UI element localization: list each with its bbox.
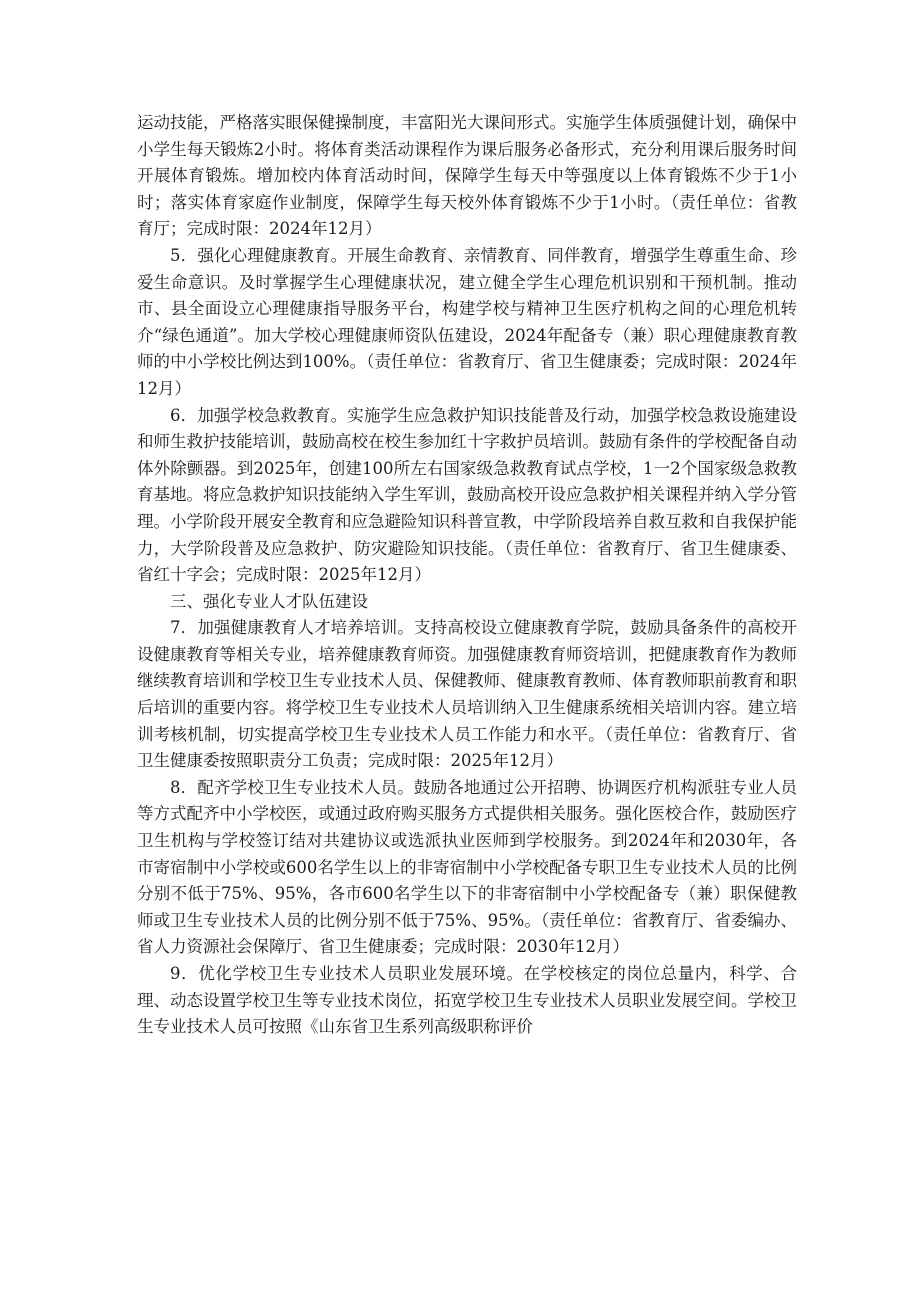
section-heading-3: 三、强化专业人才队伍建设 — [170, 591, 368, 611]
paragraph-continued-physical-education: 运动技能，严格落实眼保健操制度，丰富阳光大课间形式。实施学生体质强健计划，确保中小学生每天锻炼2小时。将体育类活动课程作为课后服务必备形式，充分利用课后服务时间开展体育锻炼。增加校内体育活动时间，保障学生每天中等强度以上体育锻炼不少于1小时；落实体育家庭作业制度，保障学生每天校外体育锻炼不少于1小时。（责任单位：省教育厅；完成时限：2024年12月） — [137, 113, 797, 239]
paragraph-item-6-first-aid: 6．加强学校急救教育。实施学生应急救护知识技能普及行动，加强学校急救设施建设和师生救护技能培训，鼓励高校在校生参加红十字救护员培训。鼓励有条件的学校配备自动体外除颤器。到2025年，创建100所左右国家级急救教育试点学校，1一2个国家级急救教育基地。将应急救护知识技能纳入学生军训，鼓励高校开设应急救护相关课程并纳入学分管理。小学阶段开展安全教育和应急避险知识科普宣教，中学阶段培养自救互救和自我保护能力，大学阶段普及应急救护、防灾避险知识技能。（责任单位：省教育厅、省卫生健康委、省红十字会；完成时限：2025年12月） — [137, 405, 797, 585]
paragraph-item-5-mental-health: 5．强化心理健康教育。开展生命教育、亲情教育、同伴教育，增强学生尊重生命、珍爱生命意识。及时掌握学生心理健康状况，建立健全学生心理危机识别和干预机制。推动市、县全面设立心理健康指导服务平台，构建学校与精神卫生医疗机构之间的心理危机转介“绿色通道”。加大学校心理健康师资队伍建设，2024年配备专（兼）职心理健康教育教师的中小学校比例达到100%。（责任单位：省教育厅、省卫生健康委；完成时限：2024年12月） — [137, 245, 797, 398]
paragraph-item-8-staffing: 8．配齐学校卫生专业技术人员。鼓励各地通过公开招聘、协调医疗机构派驻专业人员等方式配齐中小学校医，或通过政府购买服务方式提供相关服务。强化医校合作，鼓励医疗卫生机构与学校签订结对共建协议或选派执业医师到学校服务。到2024年和2030年，各市寄宿制中小学校或600名学生以上的非寄宿制中小学校配备专职卫生专业技术人员的比例分别不低于75%、95%，各市600名学生以下的非寄宿制中小学校配备专（兼）职保健教师或卫生专业技术人员的比例分别不低于75%、95%。（责任单位：省教育厅、省委编办、省人力资源社会保障厅、省卫生健康委；完成时限：2030年12月） — [137, 777, 797, 957]
paragraph-item-7-training: 7．加强健康教育人才培养培训。支持高校设立健康教育学院，鼓励具备条件的高校开设健康教育等相关专业，培养健康教育师资。加强健康教育师资培训，把健康教育作为教师继续教育培训和学校卫生专业技术人员、保健教师、健康教育教师、体育教师职前教育和职后培训的重要内容。将学校卫生专业技术人员培训纳入卫生健康系统相关培训内容。建立培训考核机制，切实提高学校卫生专业技术人员工作能力和水平。（责任单位：省教育厅、省卫生健康委按照职责分工负责；完成时限：2025年12月） — [137, 618, 797, 771]
document-body — [137, 110, 797, 1041]
paragraph-item-9-career: 9．优化学校卫生专业技术人员职业发展环境。在学校核定的岗位总量内，科学、合理、动态设置学校卫生等专业技术岗位，拓宽学校卫生专业技术人员职业发展空间。学校卫生专业技术人员可按照《山东省卫生系列高级职称评价 — [137, 964, 797, 1037]
